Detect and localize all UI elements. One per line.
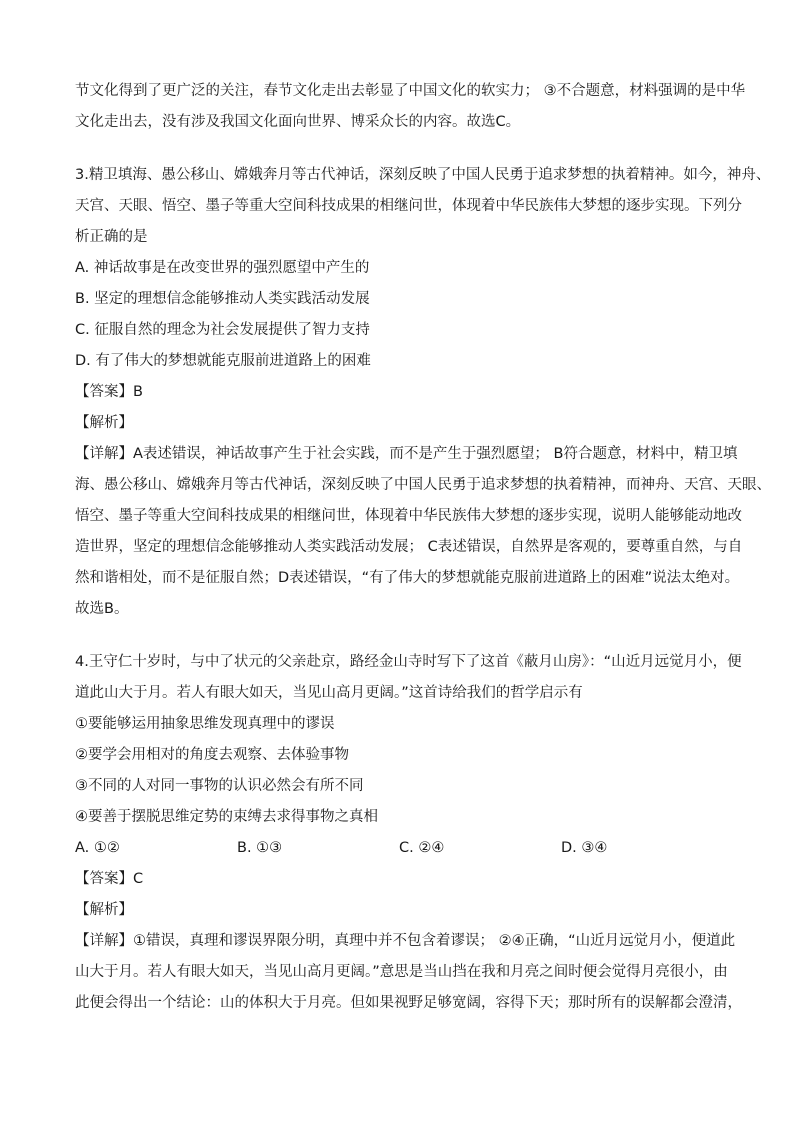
analysis-label: 【解析】 <box>75 902 133 918</box>
option-b: B. ①③ <box>237 840 283 856</box>
question-4 <box>75 647 742 1019</box>
answer-label: 【答案】B <box>75 384 143 400</box>
detail-text: 造世界，坚定的理想信念能够推动人类实践活动发展； C表述错误，自然界是客观的，要尊重自然，与自 <box>75 539 743 555</box>
question-3 <box>75 160 771 625</box>
option-d: D. 有了伟大的梦想就能克服前进道路上的困难 <box>75 353 371 369</box>
question-stem: 3.精卫填海、愚公移山、嫦娥奔月等古代神话，深刻反映了中国人民勇于追求梦想的执着精神。如今，神舟、 <box>75 167 771 183</box>
detail-text: 悟空、墨子等重大空间科技成果的相继问世，体现着中华民族伟大梦想的逐步实现，说明人能够能动地改 <box>75 508 742 524</box>
statement-4: ④要善于摆脱思维定势的束缚去求得事物之真相 <box>75 809 378 825</box>
options-row <box>75 833 724 864</box>
option-a: A. ①② <box>75 840 120 856</box>
option-c: C. 征服自然的理念为社会发展提供了智力支持 <box>75 322 370 338</box>
question-stem: 析正确的是 <box>75 229 148 245</box>
answer-label: 【答案】C <box>75 871 144 887</box>
question-stem: 天宫、天眼、悟空、墨子等重大空间科技成果的相继问世，体现着中华民族伟大梦想的逐步实现。下列分 <box>75 198 742 214</box>
statement-1: ①要能够运用抽象思维发现真理中的谬误 <box>75 716 335 732</box>
question-stem: 4.王守仁十岁时，与中了状元的父亲赴京，路经金山寺时写下了这首《蔽月山房》：“山近月远觉月小，便 <box>75 654 742 670</box>
option-a: A. 神话故事是在改变世界的强烈愿望中产生的 <box>75 260 370 276</box>
statement-2: ②要学会用相对的角度去观察、去体验事物 <box>75 747 349 763</box>
analysis-label: 【解析】 <box>75 415 133 431</box>
detail-text: 海、愚公移山、嫦娥奔月等古代神话，深刻反映了中国人民勇于追求梦想的执着精神，而神舟、天宫、天眼、 <box>75 477 771 493</box>
question-stem: 道此山大于月。若人有眼大如天，当见山高月更阔。”这首诗给我们的哲学启示有 <box>75 685 583 701</box>
detail-text: 【详解】①错误，真理和谬误界限分明，真理中并不包含着谬误； ②④正确，“山近月远觉月小，便道此 <box>75 933 736 949</box>
detail-text: 故选B。 <box>75 601 129 617</box>
option-b: B. 坚定的理想信念能够推动人类实践活动发展 <box>75 291 370 307</box>
option-c: C. ②④ <box>399 840 445 856</box>
text-line: 节文化得到了更广泛的关注，春节文化走出去彰显了中国文化的软实力； ③不合题意，材料强调的是中华 <box>75 83 746 99</box>
continuation-paragraph <box>75 76 746 138</box>
detail-text: 然和谐相处，而不是征服自然；D表述错误，“有了伟大的梦想就能克服前进道路上的困难”说法太绝对。 <box>75 570 740 586</box>
detail-text: 【详解】A表述错误，神话故事产生于社会实践，而不是产生于强烈愿望； B符合题意，材料中，精卫填 <box>75 446 738 462</box>
option-d: D. ③④ <box>561 840 608 856</box>
statement-3: ③不同的人对同一事物的认识必然会有所不同 <box>75 778 364 794</box>
detail-text: 山大于月。若人有眼大如天，当见山高月更阔。”意思是当山挡在我和月亮之间时便会觉得月亮很小，由 <box>75 964 728 980</box>
text-line: 文化走出去，没有涉及我国文化面向世界、博采众长的内容。故选C。 <box>75 114 521 130</box>
detail-text: 此便会得出一个结论：山的体积大于月亮。但如果视野足够宽阔，容得下天；那时所有的误解都会澄清， <box>75 995 742 1011</box>
